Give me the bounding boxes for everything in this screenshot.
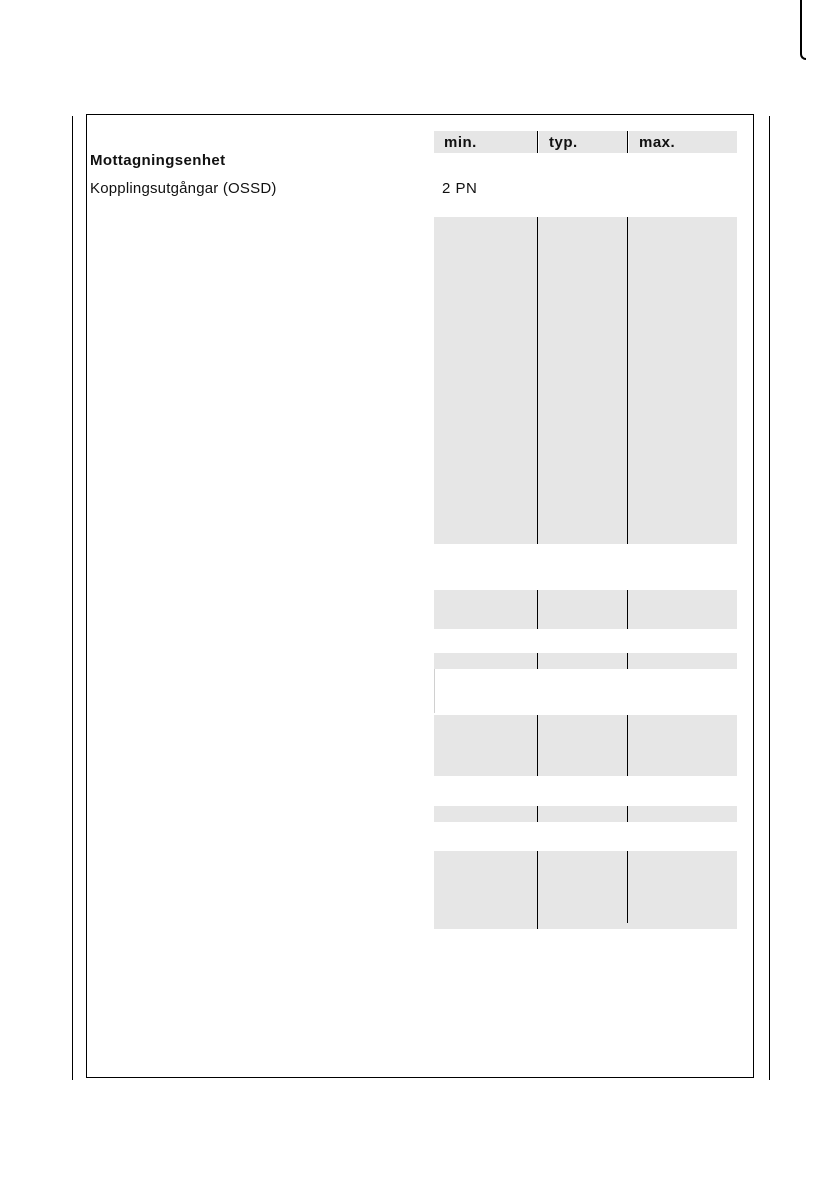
block-2-divider-1 (537, 590, 538, 629)
block-1-divider-2 (627, 217, 628, 544)
block-5-divider-1 (537, 806, 538, 822)
row-label-outputs: Kopplingsutgångar (OSSD) (90, 180, 277, 197)
block-3-divider-1 (537, 653, 538, 669)
section-title: Mottagningsenhet (90, 152, 226, 169)
header-typ: typ. (539, 131, 627, 153)
block-3-divider-2 (627, 653, 628, 669)
block-5-divider-2 (627, 806, 628, 822)
block-4-divider-2 (627, 715, 628, 776)
block-4-divider-1 (537, 715, 538, 776)
right-margin-rule (769, 116, 770, 1080)
crop-mark (800, 0, 806, 60)
table-block-5 (434, 806, 737, 822)
table-block-2 (434, 590, 737, 629)
header-divider-2 (627, 131, 628, 153)
block-6-divider-1 (537, 851, 538, 929)
table-block-4 (434, 715, 737, 776)
row-value-outputs: 2 PN (442, 180, 478, 197)
table-block-3 (434, 653, 737, 669)
block-1-divider-1 (537, 217, 538, 544)
block-2-divider-2 (627, 590, 628, 629)
block-6-divider-2 (627, 851, 628, 923)
header-min: min. (434, 131, 537, 153)
header-max: max. (629, 131, 737, 153)
table-block-1 (434, 217, 737, 544)
header-divider-1 (537, 131, 538, 153)
table-block-6 (434, 851, 737, 929)
block-3-edge (434, 669, 435, 713)
left-margin-rule (72, 116, 73, 1080)
